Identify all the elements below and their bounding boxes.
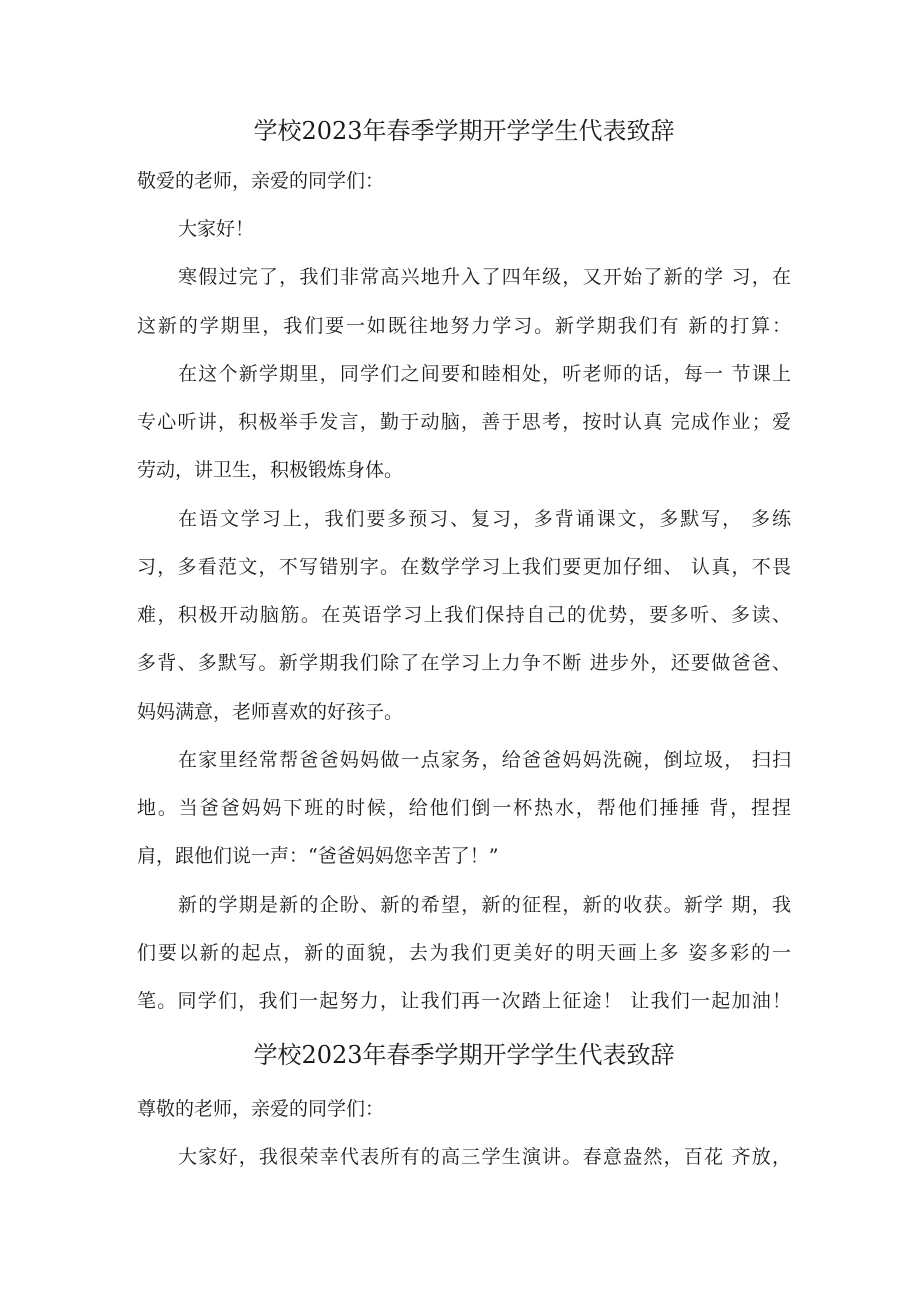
paragraph-line: 新的学期是新的企盼、新的希望，新的征程，新的收获。新学 期，我 [178, 894, 791, 916]
paragraph-line: 大家好，我很荣幸代表所有的高三学生演讲。春意盎然，百花 齐放， [178, 1146, 791, 1168]
section1-salutation: 敬爱的老师，亲爱的同学们： [137, 170, 385, 192]
paragraph-line: 劳动，讲卫生，积极锻炼身体。 [137, 459, 404, 481]
paragraph-line: 在语文学习上，我们要多预习、复习，多背诵课文，多默写， 多练 [178, 508, 791, 530]
paragraph-line: 寒假过完了，我们非常高兴地升入了四年级，又开始了新的学 习，在 [178, 266, 791, 288]
paragraph-line: 笔。同学们，我们一起努力，让我们再一次踏上征途！ 让我们一起加油！ [137, 990, 791, 1012]
paragraph-line: 们要以新的起点，新的面貌，去为我们更美好的明天画上多 姿多彩的一 [137, 942, 791, 964]
paragraph-line: 在家里经常帮爸爸妈妈做一点家务，给爸爸妈妈洗碗，倒垃圾， 扫扫 [178, 749, 791, 771]
section2-salutation: 尊敬的老师，亲爱的同学们： [137, 1098, 385, 1120]
section2-title: 学校2023年春季学期开学学生代表致辞 [253, 1041, 675, 1069]
paragraph-line: 难，积极开动脑筋。在英语学习上我们保持自己的优势，要多听、多读、 [137, 604, 791, 626]
paragraph-line: 妈妈满意，老师喜欢的好孩子。 [137, 701, 404, 723]
section1-title: 学校2023年春季学期开学学生代表致辞 [253, 117, 675, 145]
paragraph-line: 这新的学期里，我们要一如既往地努力学习。新学期我们有 新的打算： [137, 315, 791, 337]
section1-greeting: 大家好！ [178, 218, 255, 240]
paragraph-line: 专心听讲，积极举手发言，勤于动脑，善于思考，按时认真 完成作业；爱 [137, 411, 791, 433]
paragraph-line: 多背、多默写。新学期我们除了在学习上力争不断 进步外，还要做爸爸、 [137, 652, 791, 674]
paragraph-line: 肩，跟他们说一声：“爸爸妈妈您辛苦了！” [137, 845, 499, 867]
paragraph-line: 习，多看范文，不写错别字。在数学学习上我们要更加仔细、 认真，不畏 [137, 556, 791, 578]
paragraph-line: 地。当爸爸妈妈下班的时候，给他们倒一杯热水，帮他们捶捶 背，捏捏 [137, 797, 791, 819]
paragraph-line: 在这个新学期里，同学们之间要和睦相处，听老师的话，每一 节课上 [178, 363, 791, 385]
